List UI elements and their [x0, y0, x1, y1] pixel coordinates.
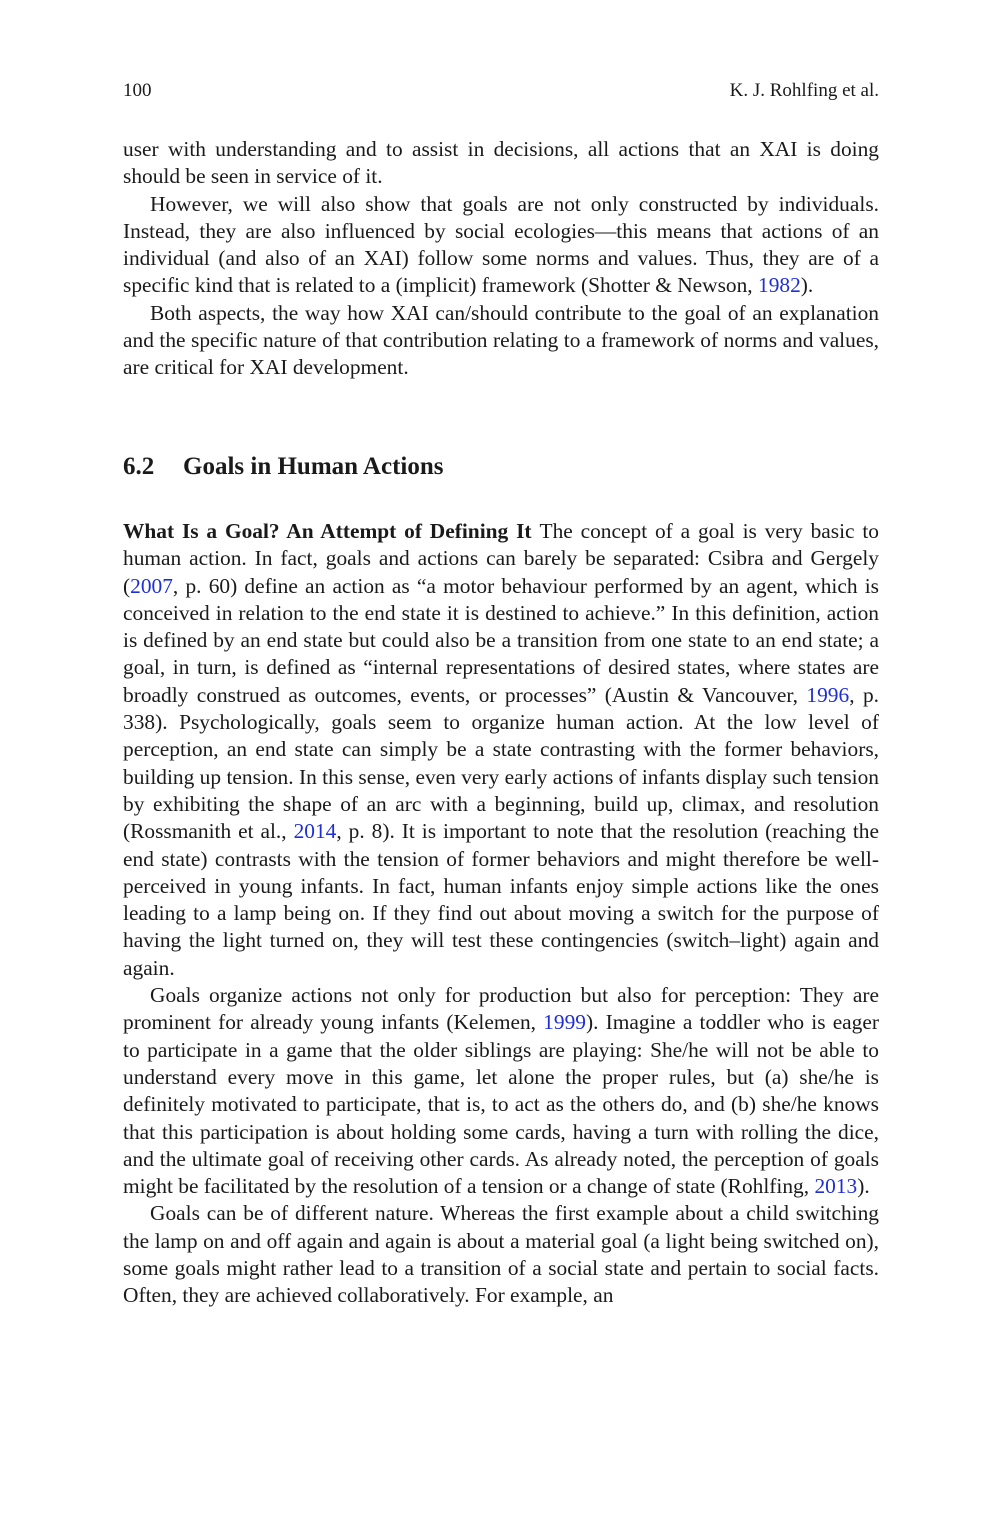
citation-link-rohlfing[interactable]: 2013: [814, 1174, 858, 1199]
paragraph-goals-perception: Goals organize actions not only for production but also for perception: They are prominent for already young infants (Kelemen, 1999). Imagine a toddler who is eager to participate in a game that the older siblings are playing: She/he will not be able to understand every move in this game, let alone the proper rules, but (a) she/he is definitely motivated to participate, that is, to act as the others do, and (b) she/he knows that this participation is about holding some cards, having a turn with rolling the dice, and the ultimate goal of receiving other cards. As already noted, the perception of goals might be facilitated by the resolution of a tension or a change of state (Rohlfing, 2013).: [123, 983, 879, 1199]
running-head: [123, 78, 879, 104]
citation-link-austin-vancouver[interactable]: 1996: [806, 682, 850, 707]
section-heading: [123, 451, 879, 483]
section-title: Goals in Human Actions: [183, 453, 444, 480]
running-title: K. J. Rohlfing et al.: [729, 80, 879, 101]
run-in-heading: What Is a Goal? An Attempt of Defining It: [123, 519, 532, 543]
page-number: 100: [123, 80, 152, 101]
intro-paragraph-1: user with understanding and to assist in decisions, all actions that an XAI is doing should be seen in service of it.: [123, 137, 879, 189]
citation-link-rossmanith[interactable]: 2014: [293, 819, 337, 844]
paragraph-goal-definition: What Is a Goal? An Attempt of Defining It The concept of a goal is very basic to human action. In fact, goals and actions can barely be separated: Csibra and Gergely (2007, p. 60) define an action as “a motor behaviour performed by an agent, which is conceived in relation to the end state it is destined to achieve.” In this definition, action is defined by an end state but could also be a transition from one state to an end state; a goal, in turn, is defined as “internal representations of desired states, where states are broadly construed as outcomes, events, or processes” (Austin & Vancouver, 1996, p. 338). Psychologically, goals seem to organize human action. At the low level of perception, an end state can simply be a state contrasting with the former behaviors, building up tension. In this sense, even very early actions of infants display such tension by exhibiting the shape of an arc with a beginning, build up, climax, and resolution (Rossmanith et al., 2014, p. 8). It is important to note that the resolution (reaching the end state) contrasts with the tension of former behaviors and might therefore be well-perceived in young infants. In fact, human infants enjoy simple actions like the ones leading to a lamp being on. If they find out about moving a switch for the purpose of having the light turned on, they will test these contingencies (switch–light) again and again.: [123, 519, 879, 980]
citation-link-shotter-newson[interactable]: 1982: [758, 273, 801, 298]
intro-text: [123, 136, 879, 382]
section-text: [123, 518, 879, 1310]
section-number: 6.2: [123, 453, 155, 480]
paragraph-goal-nature: Goals can be of different nature. Whereas the first example about a child switching the lamp on and off again and again is about a material goal (a light being switched on), some goals might rather lead to a transition of a social state and pertain to social facts. Often, they are achieved collaboratively. For example, an: [123, 1201, 879, 1308]
citation-link-kelemen[interactable]: 1999: [543, 1010, 586, 1035]
intro-paragraph-2: However, we will also show that goals are not only constructed by individuals. Instead, they are also influenced by social ecologies—this means that actions of an individual (and also of an XAI) follow some norms and values. Thus, they are of a specific kind that is related to a (implicit) framework (Shotter & Newson, 1982).: [123, 191, 879, 298]
intro-paragraph-3: Both aspects, the way how XAI can/should contribute to the goal of an explanation and the specific nature of that contribution relating to a framework of norms and values, are critical for XAI development.: [123, 300, 879, 380]
citation-link-csibra-gergely[interactable]: 2007: [130, 573, 173, 598]
